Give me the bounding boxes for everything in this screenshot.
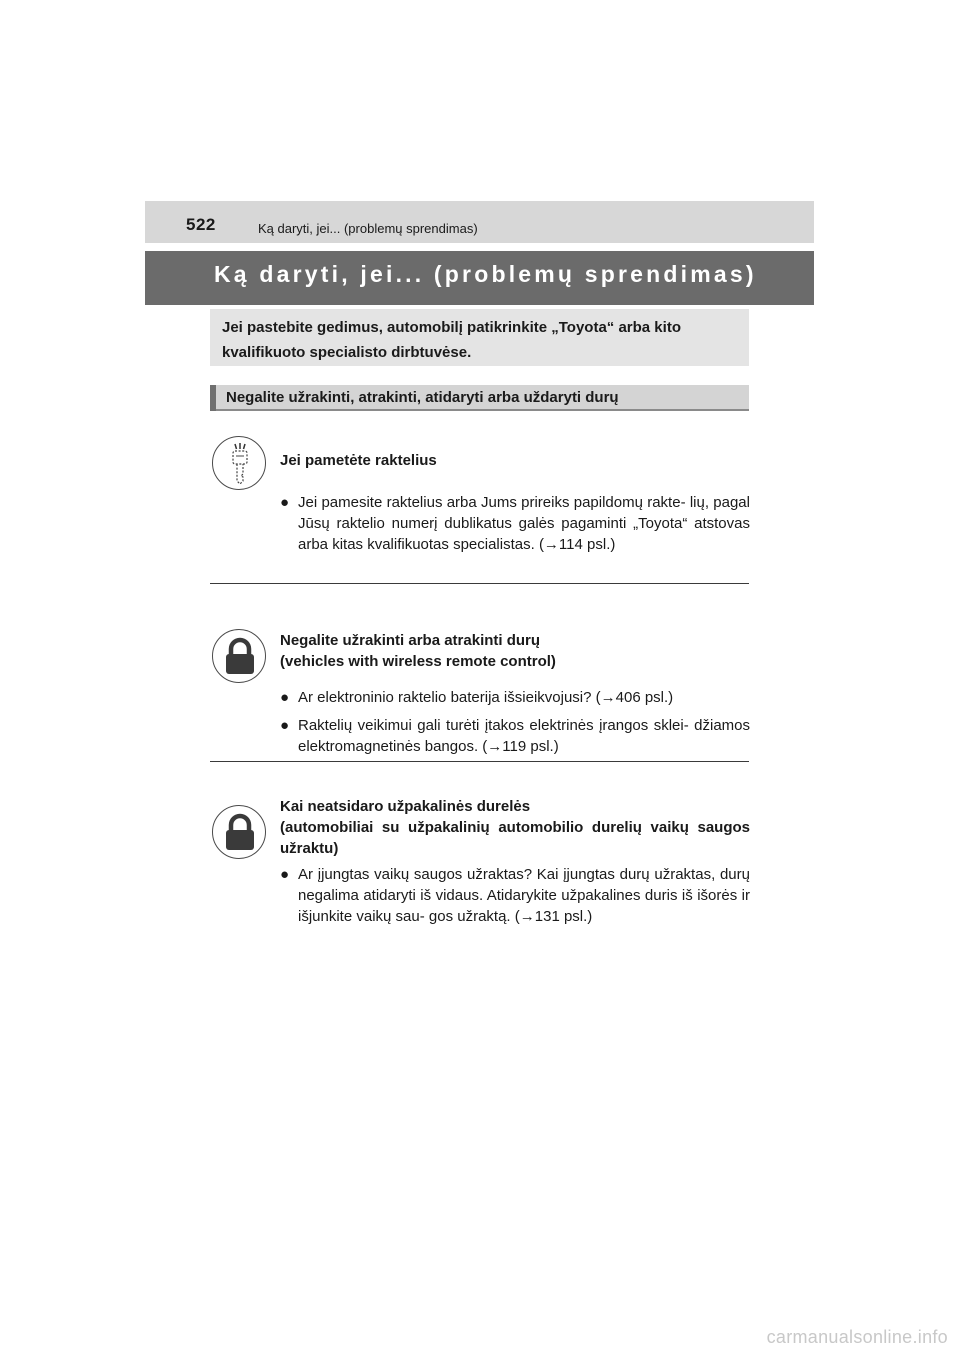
section-heading-bar (210, 385, 749, 411)
bullet-icon: ● (280, 717, 290, 734)
item-heading (280, 450, 750, 471)
bullet-text: Ar įjungtas vaikų saugos užraktas? Kai įjungtas durų užraktas, durų negalima atidaryti iš vidaus. Atidarykite užpakalines duris iš išorės ir išjunkite vaikų sau- gos užraktą. (→131 psl.) (298, 866, 750, 925)
section-divider (210, 761, 749, 762)
item-heading-line: (automobiliai su užpakalinių automobilio durelių vaikų saugos užraktu) (280, 819, 750, 857)
item-heading-line: Kai neatsidaro užpakalinės durelės (280, 798, 531, 815)
footer-watermark: carmanualsonline.info (766, 1327, 948, 1347)
bullet-icon: ● (280, 866, 290, 883)
section-heading: Negalite užrakinti, atrakinti, atidaryti arba uždaryti durų (226, 389, 619, 406)
item-heading (280, 796, 750, 859)
bullet-icon: ● (280, 494, 290, 511)
intro-text: Jei pastebite gedimus, automobilį patikrinkite „Toyota“ arba kito kvalifikuoto specialisto dirbtuvėse. (222, 319, 681, 361)
bullet-text: Ar elektroninio raktelio baterija išsieikvojusi? (→406 psl.) (298, 689, 674, 706)
list-item (280, 715, 750, 757)
section-accent (210, 385, 216, 411)
running-head: Ką daryti, jei... (problemų sprendimas) (258, 221, 478, 236)
list-item (280, 687, 750, 708)
page-number: 522 (186, 215, 216, 234)
list-item (280, 492, 750, 555)
section-divider (210, 583, 749, 584)
lock-icon (212, 805, 266, 859)
item-heading-line: Negalite užrakinti arba atrakinti durų (280, 632, 541, 649)
bullet-text: Jei pamesite raktelius arba Jums prireiks papildomų rakte- lių, pagal Jūsų raktelio numerį dublikatus galės pagaminti „Toyota“ atstovas arba kitas kvalifikuotas specialistas. (→114 psl.) (298, 494, 750, 553)
page-title: Ką daryti, jei... (problemų sprendimas) (214, 261, 757, 287)
item-heading-line: Jei pametėte raktelius (280, 452, 437, 469)
header-bar (145, 201, 814, 243)
item-heading-line: (vehicles with wireless remote control) (280, 653, 556, 670)
bullet-icon: ● (280, 689, 290, 706)
bullet-text: Raktelių veikimui gali turėti įtakos elektrinės įrangos sklei- džiamos elektromagnetinės bangos. (→119 psl.) (298, 717, 750, 755)
lost-key-icon (212, 436, 266, 490)
lock-icon (212, 629, 266, 683)
list-item (280, 864, 750, 927)
item-heading (280, 630, 750, 672)
